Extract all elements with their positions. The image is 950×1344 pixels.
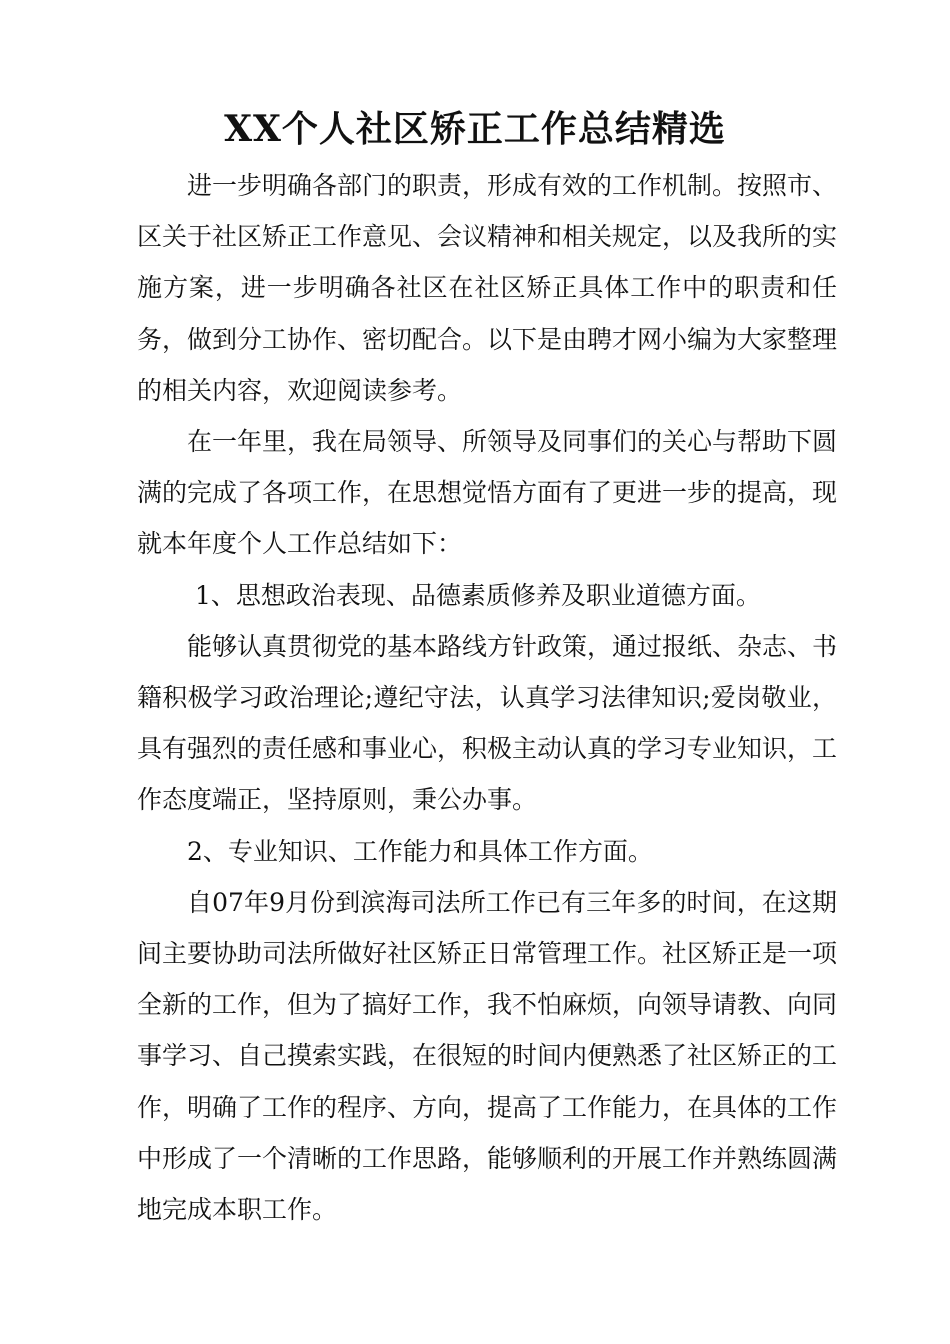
document-title: XX个人社区矫正工作总结精选	[224, 108, 726, 150]
document-body	[137, 160, 837, 1235]
paragraph-section-1: 能够认真贯彻党的基本路线方针政策，通过报纸、杂志、书籍积极学习政治理论;遵纪守法，认真学习法律知识;爱岗敬业，具有强烈的责任感和事业心，积极主动认真的学习专业知识，工作态度端正，坚持原则，秉公办事。	[137, 631, 838, 815]
paragraph-section-2: 自07年9月份到滨海司法所工作已有三年多的时间，在这期间主要协助司法所做好社区矫正日常管理工作。社区矫正是一项全新的工作，但为了搞好工作，我不怕麻烦，向领导请教、向同事学习、自己摸索实践，在很短的时间内便熟悉了社区矫正的工作，明确了工作的程序、方向，提高了工作能力，在具体的工作中形成了一个清晰的工作思路，能够顺利的开展工作并熟练圆满地完成本职工作。	[137, 887, 838, 1225]
section-heading-2: 2、专业知识、工作能力和具体工作方面。	[187, 836, 653, 866]
section-heading-1: 1、思想政治表现、品德素质修养及职业道德方面。	[195, 580, 761, 610]
paragraph-summary-lead: 在一年里，我在局领导、所领导及同事们的关心与帮助下圆满的完成了各项工作，在思想觉悟方面有了更进一步的提高，现就本年度个人工作总结如下：	[137, 427, 838, 559]
paragraph-intro: 进一步明确各部门的职责，形成有效的工作机制。按照市、区关于社区矫正工作意见、会议精神和相关规定，以及我所的实施方案，进一步明确各社区在社区矫正具体工作中的职责和任务，做到分工协作、密切配合。以下是由聘才网小编为大家整理的相关内容，欢迎阅读参考。	[137, 171, 838, 405]
